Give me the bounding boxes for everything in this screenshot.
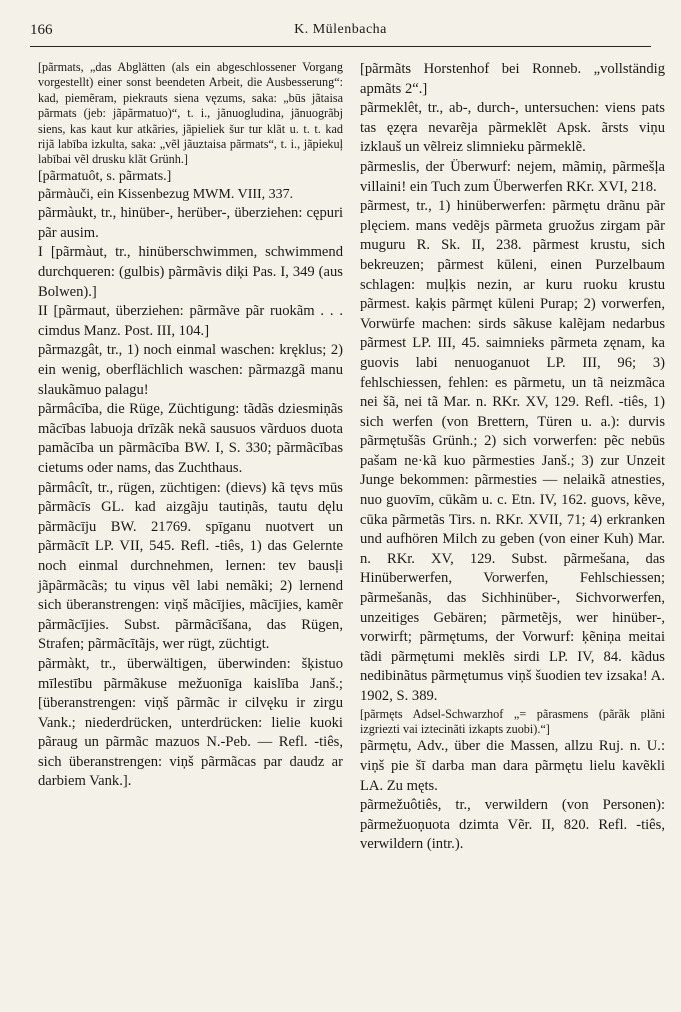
dictionary-entry: pãrmazgât, tr., 1) noch einmal waschen: kręklus; 2) ein wenig, oberflächlich waschen: pãrmazgã manu slaukãmuo palagu! <box>38 342 343 398</box>
dictionary-entry: pãrmeslis, der Überwurf: nejem, mãmiņ, pãrmešļa villaini! ein Tuch zum Überwerfen RKr. XVI, 218. <box>360 158 665 195</box>
dictionary-entry: II [pãrmaut, überziehen: pãrmãve pãr ruokãm . . . cimdus Manz. Post. III, 104.] <box>38 303 343 339</box>
dictionary-entry: pãrmàukt, tr., hinüber-, herüber-, überziehen: cępuri pãr ausim. <box>38 205 343 241</box>
dictionary-entry: pãrmâcît, tr., rügen, züchtigen: (dievs) kã tęvs mūs pãrmãcīs GL. kad aizgãju tautiņãs, tautu dęlu pãrmãcīju BW. 21769. spīganu nuotvert un pãrmãcīt LP. VII, 545. Refl. -tiês, 1) das Gelernte noch einmal durchnehmen, lernen: tev bausļi jãpãrmãcãs; tu viņus vẽl labi nemãki; 2) lernend sich überanstrengen: viņš mãcījies, mãcījies, kamẽr pãrmãcījies. Subst. pãrmãcīšana, das Rügen, Strafen; pãrmãcītãjs, wer rügt, züchtigt. <box>38 479 343 653</box>
left-column <box>38 60 343 792</box>
dictionary-entry: pãrmežuôtiês, tr., verwildern (von Personen): pãrmežuoņuota dzimta Vẽr. II, 820. Refl. -tiês, verwildern (intr.). <box>360 797 665 853</box>
dictionary-entry: pãrmętu, Adv., über die Massen, allzu Ruj. n. U.: viņš pie šī darba man dara pãrmętu lielu kavẽkli LA. Zu męts. <box>360 738 665 794</box>
right-column <box>360 60 665 855</box>
page-number: 166 <box>30 22 53 38</box>
dictionary-entry: I [pãrmàut, tr., hinüberschwimmen, schwimmend durchqueren: (gulbis) pãrmãvis diķi Pas. I, 349 (aus Bolwen).] <box>38 244 343 300</box>
dictionary-entry: [pãrmats, „das Abglätten (als ein abgeschlossener Vorgang vorgestellt) einer sonst beendeten Arbeit, die Ausbesserung“: kad, piemẽram, piekrauts siena vęzums, saka: „būs jãtaisa pãrmats (jeb: jãpãrmatuo)“, t. i., jãnuogludina, jãnuogrãbj siens, kas kaut kur atkãries, jãpieliek šur tur klãt u. t. t. kad rijã labība izkulta, saka: „vẽl jãuztaisa pãrmats“, t. i., jãpiekuļ labībai vẽl drusku klãt Grünh.] <box>38 60 343 167</box>
page-header <box>30 20 651 44</box>
dictionary-entry: [pãrmatuôt, s. pãrmats.] <box>38 168 172 184</box>
dictionary-entry: [pãrmęts Adsel-Schwarzhof „= pãrasmens (pãrãk plãni izgriezti vai iztecinãti izkapts zuobi).“] <box>360 706 665 736</box>
dictionary-entry: pãrmàuči, ein Kissenbezug MWM. VIII, 337. <box>38 187 294 203</box>
running-title: K. Mülenbacha <box>294 22 387 37</box>
dictionary-entry: [pãrmãts Horstenhof bei Ronneb. „vollständig apmãts 2“.] <box>360 61 665 97</box>
dictionary-entry: pãrmâcība, die Rüge, Züchtigung: tãdãs dziesmiņãs mãcības labuoja drīzãk nekã sausuos vãrduos duota pamãcība un pãrmãcība BW. I, S. 330; pãrmãcības cietums oder nams, das Zuchthaus. <box>38 401 343 476</box>
header-rule <box>30 46 651 47</box>
dictionary-entry: pãrmàkt, tr., überwältigen, überwinden: šķistuo mīlestību pãrmãkuse mežuonīga kaislība Janš.; [überanstrengen: viņš pãrmãc ir cilvęku ir zirgu Vank.; niederdrücken, unterdrücken: lielie kuoki pãraug un pãrmãc mazuos N.-Peb. — Refl. -tiês, sich überanstrengen: viņš pãrmãcas par daudz ar darbiem Vank.]. <box>38 655 343 790</box>
dictionary-entry: pãrmeklêt, tr., ab-, durch-, untersuchen: viens pats tas ęzęra nevarẽja pãrmeklẽt Apsk. ãrsts viņu izklauš un vẽlreiz slimnieku pãrmeklẽ. <box>360 100 665 156</box>
dictionary-entry: pãrmest, tr., 1) hinüberwerfen: pãrmętu drãnu pãr plęciem. mans vedẽjs pãrmeta gruožus zirgam pãr muguru R. Sk. II, 238. pãrmest krustu, sich bekreuzen; pãrmest kūleni, einen Purzelbaum schlagen: muļķis nezin, ar kuru ruoku krustu pãrmest. kaķis pãrmęt kūleni Purap; 2) vorwerfen, Vorwürfe machen: sirds sãkuse kalẽjam nedarbus pãrmest LP. III, 45. saimnieks pãrmeta zęnam, ka guovis labi nenuoganuot LP. III, 96; 3) fehlschiessen, fehlen: es pãrmetu, un tã neizmãca nei šã, nei tã Mar. n. RKr. XV, 129. Refl. -tiês, 1) sich werfen (von Brettern, Türen u. a.): durvis pãrmętušãs Grünh.; 2) sich vorwerfen: pẽc nebūs pašam ne·kã kuo pãrmesties Janš.; 3) zur Unzeit Junge bekommen: pãrmesties — nelaikã atnesties, nuo guovīm, cūkãm u. c. Etn. IV, 162. guovs, kẽve, cūka pãrmetãs Tirs. n. RKr. XVII, 71; 4) erkranken und aufhören Milch zu geben (von einer Kuh) Mar. n. RKr. XV, 129. Subst. pãrmešana, das Hinüberwerfen, Vorwerfen, Fehlschiessen; pãrmešanãs, das Sichhinüber-, Sichvorwerfen, unzeitiges Gebären; pãrmetẽjs, wer hinüber-, vorwirft; pãrmętums, der Vorwurf: ķẽniņa meitai tãdi pãrmętumi meklẽs sirdi LP. IV, 84. kãdus nedibinãtus pãrmętumus viņš šuodien tev izsaka! A. 1902, S. 389. <box>360 198 665 704</box>
